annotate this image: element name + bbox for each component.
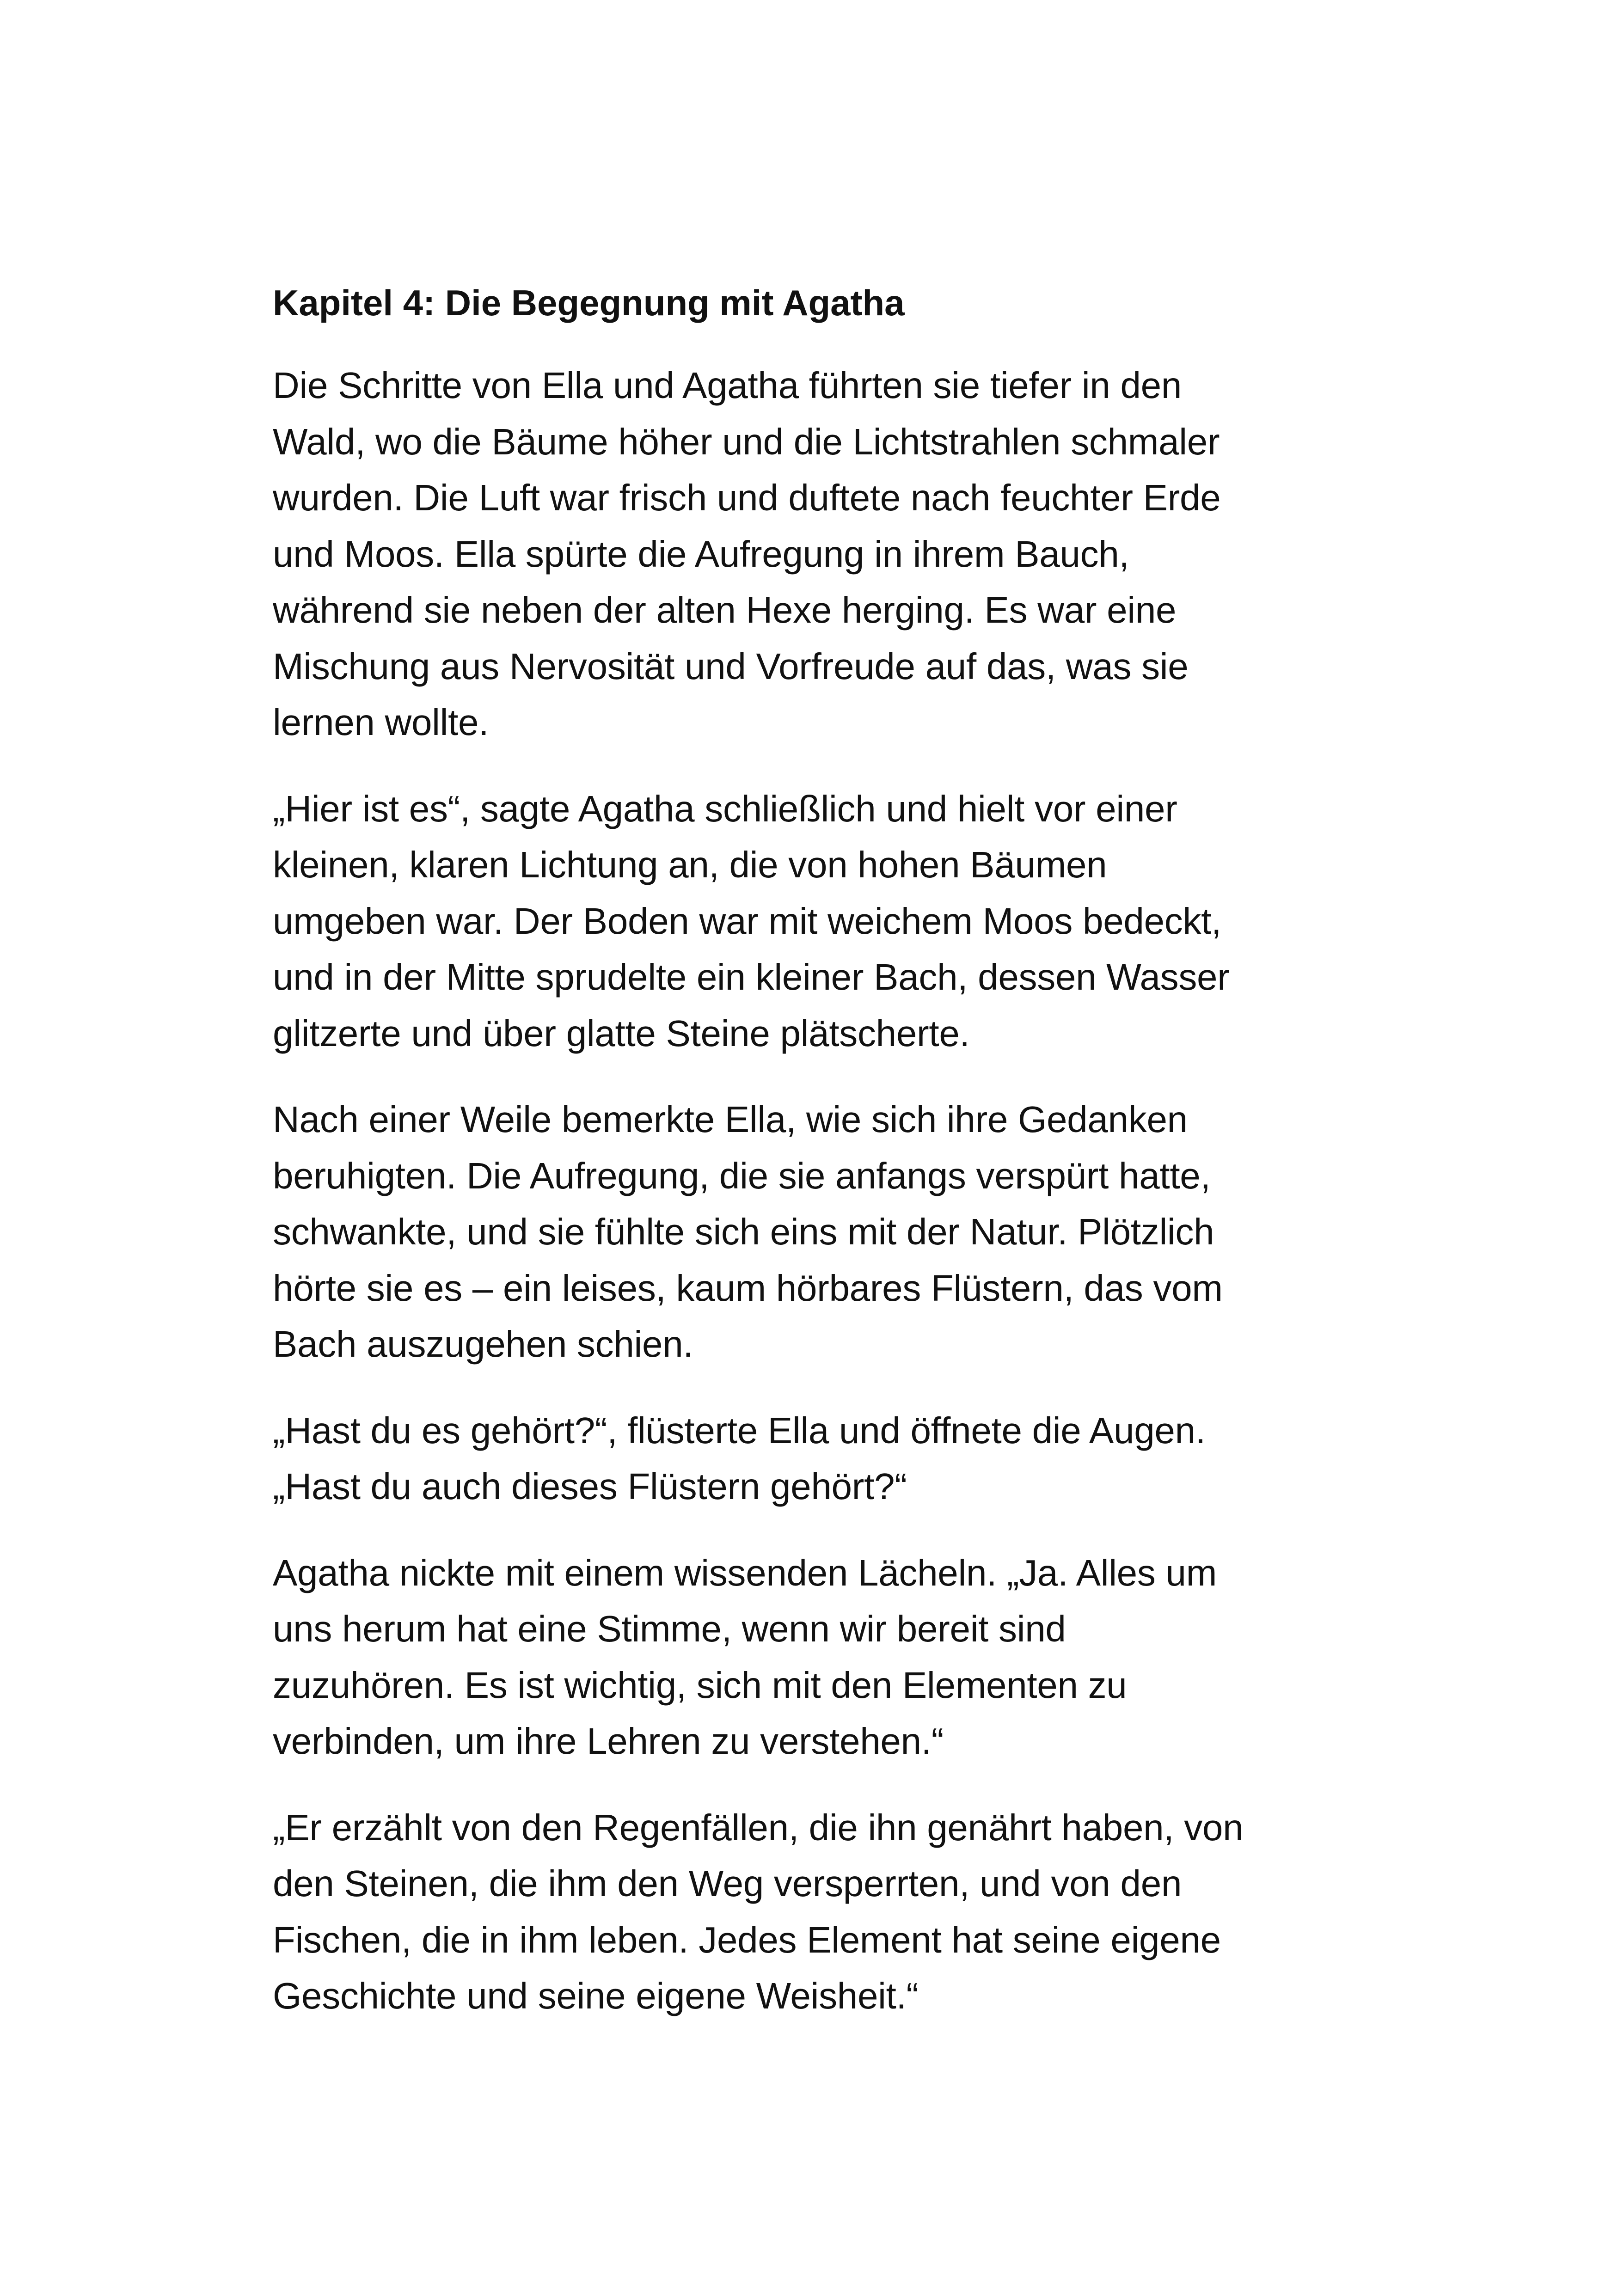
paragraph: Nach einer Weile bemerkte Ella, wie sich ihre Gedanken beruhigten. Die Aufregung, die sie anfangs verspürt hatte, schwankte, und sie fühlte sich eins mit der Natur. Plötzlich hörte sie es – ein leises, kaum hörbares Flüstern, das vom Bach auszugehen schien. xyxy=(273,1099,1223,1365)
paragraph: „Hast du es gehört?“, flüsterte Ella und öffnete die Augen. „Hast du auch dieses Flüstern gehört?“ xyxy=(273,1409,1206,1507)
paragraph: Agatha nickte mit einem wissenden Lächeln. „Ja. Alles um uns herum hat eine Stimme, wenn wir bereit sind zuzuhören. Es ist wichtig, sich mit den Elementen zu verbinden, um ihre Lehren zu verstehen.“ xyxy=(273,1552,1217,1762)
paragraph: „Hier ist es“, sagte Agatha schließlich und hielt vor einer kleinen, klaren Lichtung an, die von hohen Bäumen umgeben war. Der Boden war mit weichem Moos bedeckt, und in der Mitte sprudelte ein kleiner Bach, dessen Wasser glitzerte und über glatte Steine plätscherte. xyxy=(273,788,1230,1054)
paragraph: „Er erzählt von den Regenfällen, die ihn genährt haben, von den Steinen, die ihm den Weg versperrten, und von den Fischen, die in ihm leben. Jedes Element hat seine eigene Geschichte und seine eigene Weisheit.“ xyxy=(273,1806,1244,2016)
document-body xyxy=(273,275,1364,2054)
chapter-title: Kapitel 4: Die Begegnung mit Agatha xyxy=(273,282,905,323)
paragraph: Die Schritte von Ella und Agatha führten sie tiefer in den Wald, wo die Bäume höher und die Lichtstrahlen schmaler wurden. Die Luft war frisch und duftete nach feuchter Erde und Moos. Ella spürte die Aufregung in ihrem Bauch, während sie neben der alten Hexe herging. Es war eine Mischung aus Nervosität und Vorfreude auf das, was sie lernen wollte. xyxy=(273,365,1221,743)
